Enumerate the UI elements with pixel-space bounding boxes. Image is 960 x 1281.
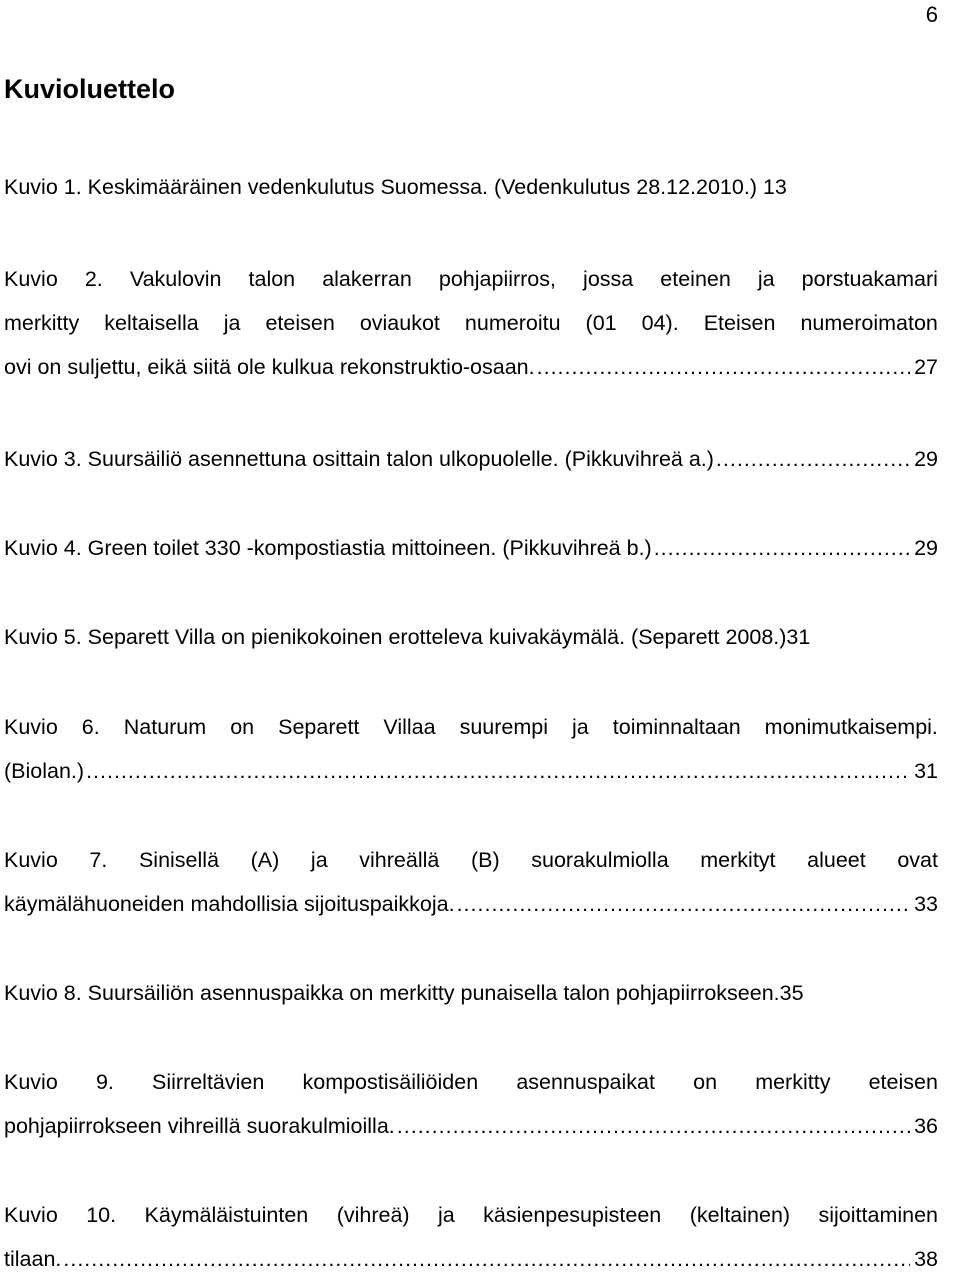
figure-entry-line: Kuvio 9. Siirreltävien kompostisäiliöiden asennuspaikat on merkitty eteisen bbox=[4, 1070, 938, 1094]
figure-entry-line bbox=[4, 1237, 938, 1281]
figure-entry-line: Kuvio 6. Naturum on Separett Villaa suurempi ja toiminnaltaan monimutkaisempi. bbox=[4, 715, 938, 739]
figure-entry[interactable] bbox=[4, 526, 938, 570]
figure-entry-page: 29 bbox=[914, 536, 938, 560]
figure-entry-line bbox=[4, 165, 938, 209]
figure-entry-text: Kuvio 8. Suursäiliön asennuspaikka on merkitty punaisella talon pohjapiirrokseen.35 bbox=[4, 981, 804, 1005]
figure-entry-text: ovi on suljettu, eikä siitä ole kulkua rekonstruktio-osaan. bbox=[4, 355, 535, 379]
figure-entry-text: Kuvio 1. Keskimääräinen vedenkulutus Suomessa. (Vedenkulutus 28.12.2010.) 13 bbox=[4, 175, 787, 199]
figure-entry-line bbox=[4, 345, 938, 389]
figure-entry-text: Kuvio 3. Suursäiliö asennettuna osittain talon ulkopuolelle. (Pikkuvihreä a.) bbox=[4, 447, 714, 471]
figure-entry-line: Kuvio 7. Sinisellä (A) ja vihreällä (B) suorakulmiolla merkityt alueet ovat bbox=[4, 848, 938, 872]
figure-entry-page: 31 bbox=[914, 759, 938, 783]
figure-entry-text: (Biolan.) bbox=[4, 759, 85, 783]
figure-entry-line: Kuvio 10. Käymäläistuinten (vihreä) ja käsienpesupisteen (keltainen) sijoittaminen bbox=[4, 1203, 938, 1227]
figure-entry-text: Kuvio 5. Separett Villa on pienikokoinen erotteleva kuivakäymälä. (Separett 2008.)31 bbox=[4, 625, 811, 649]
dot-leader bbox=[457, 882, 911, 926]
figure-entry[interactable] bbox=[4, 705, 938, 793]
figure-entry-page: 36 bbox=[914, 1114, 938, 1138]
figure-entry-page: 38 bbox=[914, 1247, 938, 1271]
figure-entry-text: tilaan. bbox=[4, 1247, 62, 1271]
figure-entry-line bbox=[4, 749, 938, 793]
figure-entry-line bbox=[4, 1104, 938, 1148]
figure-entry-page: 33 bbox=[914, 892, 938, 916]
figure-entry[interactable] bbox=[4, 165, 938, 209]
figure-entry-line bbox=[4, 526, 938, 570]
figure-entry[interactable] bbox=[4, 615, 938, 659]
page-number: 6 bbox=[925, 2, 938, 27]
figure-entry-line: Kuvio 2. Vakulovin talon alakerran pohjapiirros, jossa eteinen ja porstuakamari bbox=[4, 267, 938, 291]
dot-leader bbox=[654, 526, 910, 570]
figure-entry[interactable] bbox=[4, 437, 938, 481]
figure-entry-text: käymälähuoneiden mahdollisia sijoituspaikkoja. bbox=[4, 892, 455, 916]
figure-entry-line bbox=[4, 971, 938, 1015]
dot-leader bbox=[86, 749, 910, 793]
figure-entry-text: Kuvio 4. Green toilet 330 -kompostiastia mittoineen. (Pikkuvihreä b.) bbox=[4, 536, 652, 560]
figure-entry-line bbox=[4, 882, 938, 926]
dot-leader bbox=[397, 1104, 910, 1148]
figure-entry-line bbox=[4, 615, 938, 659]
figure-entry-line: merkitty keltaisella ja eteisen oviaukot numeroitu (01 04). Eteisen numeroimaton bbox=[4, 311, 938, 335]
dot-leader bbox=[716, 437, 910, 481]
page-title: Kuvioluettelo bbox=[4, 74, 176, 104]
figure-entry-page: 27 bbox=[914, 355, 938, 379]
figure-entry[interactable] bbox=[4, 257, 938, 389]
figure-entry[interactable] bbox=[4, 838, 938, 926]
figure-entry[interactable] bbox=[4, 1060, 938, 1148]
figure-entry-page: 29 bbox=[914, 447, 938, 471]
figure-entry-text: pohjapiirrokseen vihreillä suorakulmioilla. bbox=[4, 1114, 395, 1138]
figure-entry[interactable] bbox=[4, 971, 938, 1015]
dot-leader bbox=[63, 1237, 910, 1281]
dot-leader bbox=[537, 345, 910, 389]
figure-entry-line bbox=[4, 437, 938, 481]
